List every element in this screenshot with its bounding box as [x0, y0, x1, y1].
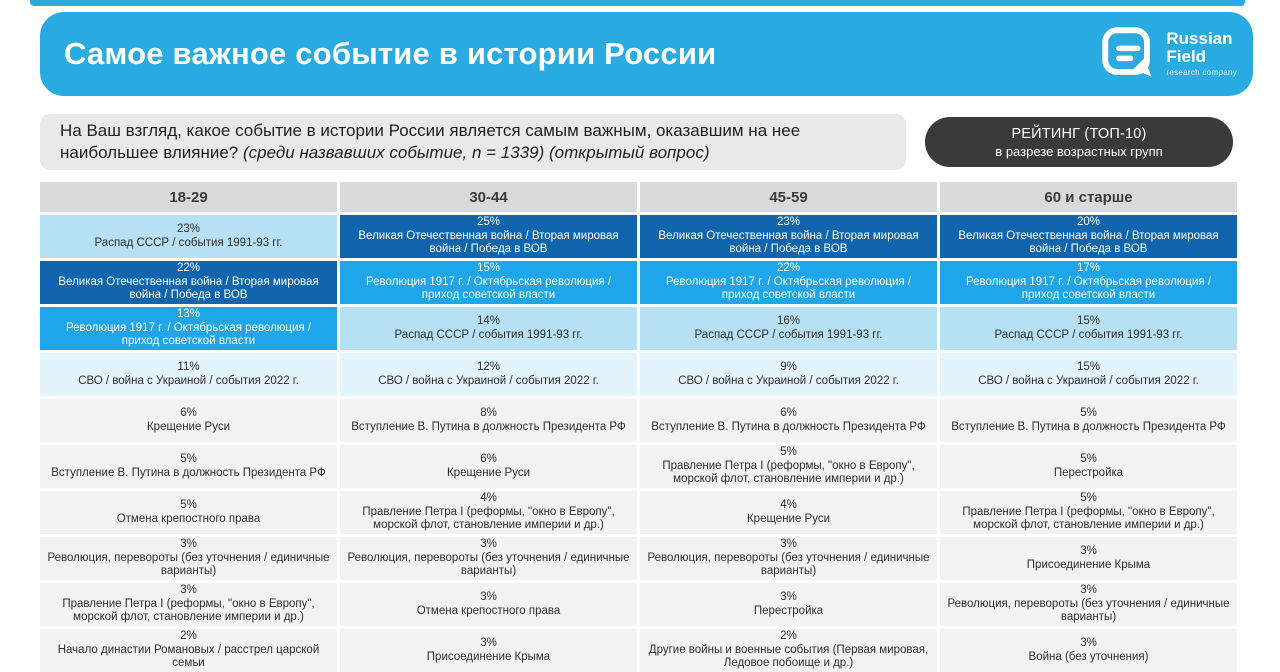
cell-event-label: Отмена крепостного права [416, 604, 561, 617]
table-cell-col3-row7 [640, 491, 937, 534]
logo-mark-icon [1098, 23, 1156, 86]
table-cell-col1-row8 [40, 537, 337, 580]
cell-event-label: Крещение Руси [446, 466, 531, 479]
cell-percent: 5% [1080, 491, 1097, 504]
table-cell-col1-row7 [40, 491, 337, 534]
table-cell-col2-row1 [340, 215, 637, 258]
table-cell-col4-row3 [940, 307, 1237, 350]
cell-event-label: Отмена крепостного права [116, 512, 261, 525]
cell-event-label: Вступление В. Путина в должность Президента РФ [651, 420, 926, 433]
page-title: Самое важное событие в истории России [64, 36, 717, 71]
cell-event-label: Революция, перевороты (без уточнения / единичные варианты) [647, 551, 930, 578]
table-header-row [40, 182, 1237, 212]
cell-event-label: Вступление В. Путина в должность Президента РФ [351, 420, 626, 433]
cell-event-label: СВО / война с Украиной / события 2022 г. [378, 374, 599, 387]
cell-percent: 6% [180, 406, 197, 419]
rating-badge [925, 117, 1233, 167]
logo-word-2: Field [1166, 47, 1207, 67]
cell-event-label: Распад СССР / события 1991-93 гг. [694, 328, 883, 341]
table-cell-col2-row3 [340, 307, 637, 350]
table-cell-col3-row2 [640, 261, 937, 304]
table-cell-col4-row5 [940, 399, 1237, 442]
cell-event-label: Распад СССР / события 1991-93 гг. [994, 328, 1183, 341]
cell-percent: 3% [180, 537, 197, 550]
table-cell-col4-row1 [940, 215, 1237, 258]
cell-percent: 23% [776, 215, 801, 228]
question-note: (среди назвавших событие, n = 1339) (открытый вопрос) [243, 143, 710, 162]
column-header-2: 30-44 [340, 182, 637, 212]
cell-event-label: Другие войны и военные события (Первая мировая, Ледовое побоище и др.) [648, 643, 929, 670]
cell-event-label: Перестройка [753, 604, 824, 617]
cell-percent: 3% [780, 590, 797, 603]
title-bar [40, 12, 1253, 96]
cell-event-label: Присоединение Крыма [426, 650, 551, 663]
cell-event-label: Правление Петра I (реформы, "окно в Европу", морской флот, становление империи и др.) [962, 505, 1215, 532]
cell-percent: 3% [480, 590, 497, 603]
cell-percent: 3% [1080, 636, 1097, 649]
cell-event-label: Присоединение Крыма [1026, 558, 1151, 571]
table-cell-col1-row6 [40, 445, 337, 488]
cell-event-label: Начало династии Романовых / расстрел царской семьи [57, 643, 320, 670]
cell-event-label: СВО / война с Украиной / события 2022 г. [978, 374, 1199, 387]
cell-percent: 2% [780, 629, 797, 642]
cell-percent: 3% [480, 537, 497, 550]
cell-percent: 22% [776, 261, 801, 274]
table-cell-col2-row2 [340, 261, 637, 304]
column-header-3: 45-59 [640, 182, 937, 212]
cell-event-label: Крещение Руси [146, 420, 231, 433]
cell-event-label: Распад СССР / события 1991-93 гг. [394, 328, 583, 341]
cell-event-label: Крещение Руси [746, 512, 831, 525]
cell-event-label: Великая Отечественная война / Вторая мировая война / Победа в ВОВ [658, 229, 919, 256]
cell-percent: 5% [1080, 406, 1097, 419]
table-cell-col2-row4 [340, 353, 637, 396]
cell-percent: 11% [177, 360, 200, 373]
cell-event-label: Революция 1917 г. / Октябрьская революция / приход советской власти [365, 275, 612, 302]
cell-event-label: Война (без уточнения) [1028, 650, 1149, 663]
cell-event-label: Великая Отечественная война / Вторая мировая война / Победа в ВОВ [958, 229, 1219, 256]
table-cell-col1-row2 [40, 261, 337, 304]
cell-percent: 12% [476, 360, 501, 373]
cell-event-label: Революция, перевороты (без уточнения / единичные варианты) [347, 551, 630, 578]
cell-percent: 4% [480, 491, 497, 504]
question-box [40, 114, 906, 170]
cell-event-label: Великая Отечественная война / Вторая мировая война / Победа в ВОВ [58, 275, 319, 302]
cell-percent: 20% [1076, 215, 1101, 228]
question-main: На Ваш взгляд, какое событие в истории России является самым важным, оказавшим на нее наибольшее влияние? [60, 120, 801, 162]
russian-field-logo [1098, 23, 1237, 85]
table-cell-col3-row5 [640, 399, 937, 442]
cell-percent: 16% [776, 314, 801, 327]
table-cell-col1-row5 [40, 399, 337, 442]
table-cell-col4-row10 [940, 629, 1237, 672]
table-cell-col2-row9 [340, 583, 637, 626]
table-cell-col3-row6 [640, 445, 937, 488]
cell-percent: 4% [780, 498, 797, 511]
cell-percent: 9% [780, 360, 797, 373]
table-body [40, 215, 1237, 672]
cell-event-label: СВО / война с Украиной / события 2022 г. [678, 374, 899, 387]
table-cell-col4-row2 [940, 261, 1237, 304]
table-cell-col3-row9 [640, 583, 937, 626]
cell-percent: 5% [780, 445, 797, 458]
cell-event-label: Великая Отечественная война / Вторая мировая война / Победа в ВОВ [358, 229, 619, 256]
table-cell-col1-row1 [40, 215, 337, 258]
rating-badge-line1: РЕЙТИНГ (ТОП-10) [1011, 125, 1147, 142]
table-cell-col1-row3 [40, 307, 337, 350]
table-cell-col4-row9 [940, 583, 1237, 626]
column-header-1: 18-29 [40, 182, 337, 212]
cell-percent: 3% [780, 537, 797, 550]
table-cell-col3-row4 [640, 353, 937, 396]
table-cell-col1-row4 [40, 353, 337, 396]
cell-percent: 25% [476, 215, 501, 228]
cell-event-label: Революция 1917 г. / Октябрьская революция / приход советской власти [65, 321, 312, 348]
cell-percent: 6% [480, 452, 497, 465]
logo-text [1166, 30, 1237, 77]
cell-percent: 3% [1080, 544, 1097, 557]
table-cell-col2-row8 [340, 537, 637, 580]
cell-percent: 17% [1076, 261, 1101, 274]
cell-percent: 3% [1080, 583, 1097, 596]
cell-event-label: Распад СССР / события 1991-93 гг. [94, 236, 283, 249]
cell-event-label: Революция 1917 г. / Октябрьская революция / приход советской власти [965, 275, 1212, 302]
table-cell-col3-row1 [640, 215, 937, 258]
cell-percent: 15% [1076, 360, 1101, 373]
cell-percent: 14% [476, 314, 501, 327]
cell-event-label: СВО / война с Украиной / события 2022 г. [78, 374, 299, 387]
table-cell-col2-row5 [340, 399, 637, 442]
cell-percent: 15% [1076, 314, 1101, 327]
table-cell-col4-row4 [940, 353, 1237, 396]
cell-event-label: Революция, перевороты (без уточнения / единичные варианты) [947, 597, 1230, 624]
column-header-4: 60 и старше [940, 182, 1237, 212]
cell-percent: 8% [480, 406, 497, 419]
table-cell-col1-row10 [40, 629, 337, 672]
cell-event-label: Правление Петра I (реформы, "окно в Европу", морской флот, становление империи и др.) [662, 459, 915, 486]
cell-percent: 5% [180, 452, 197, 465]
logo-subtitle: research company [1166, 68, 1237, 78]
cell-percent: 13% [176, 307, 201, 320]
table-cell-col3-row10 [640, 629, 937, 672]
cell-percent: 6% [780, 406, 797, 419]
table-cell-col2-row10 [340, 629, 637, 672]
top-accent-strip [30, 0, 1245, 6]
cell-event-label: Вступление В. Путина в должность Президента РФ [51, 466, 326, 479]
cell-percent: 22% [176, 261, 201, 274]
ranking-table [40, 182, 1237, 672]
cell-percent: 23% [176, 222, 201, 235]
cell-percent: 5% [180, 498, 197, 511]
cell-event-label: Перестройка [1053, 466, 1124, 479]
cell-percent: 5% [1080, 452, 1097, 465]
table-cell-col3-row8 [640, 537, 937, 580]
cell-percent: 2% [180, 629, 197, 642]
table-cell-col4-row6 [940, 445, 1237, 488]
question-text [40, 120, 900, 164]
rating-badge-line2: в разрезе возрастных групп [995, 143, 1163, 159]
table-cell-col3-row3 [640, 307, 937, 350]
cell-percent: 15% [476, 261, 501, 274]
cell-percent: 3% [480, 636, 497, 649]
table-cell-col1-row9 [40, 583, 337, 626]
cell-event-label: Правление Петра I (реформы, "окно в Европу", морской флот, становление империи и др.) [62, 597, 315, 624]
table-cell-col4-row8 [940, 537, 1237, 580]
table-cell-col4-row7 [940, 491, 1237, 534]
cell-percent: 3% [180, 583, 197, 596]
table-cell-col2-row6 [340, 445, 637, 488]
cell-event-label: Вступление В. Путина в должность Президента РФ [951, 420, 1226, 433]
table-cell-col2-row7 [340, 491, 637, 534]
cell-event-label: Правление Петра I (реформы, "окно в Европу", морской флот, становление империи и др.) [362, 505, 615, 532]
cell-event-label: Революция 1917 г. / Октябрьская революция / приход советской власти [665, 275, 912, 302]
cell-event-label: Революция, перевороты (без уточнения / единичные варианты) [47, 551, 330, 578]
logo-word-1: Russian [1166, 29, 1233, 49]
